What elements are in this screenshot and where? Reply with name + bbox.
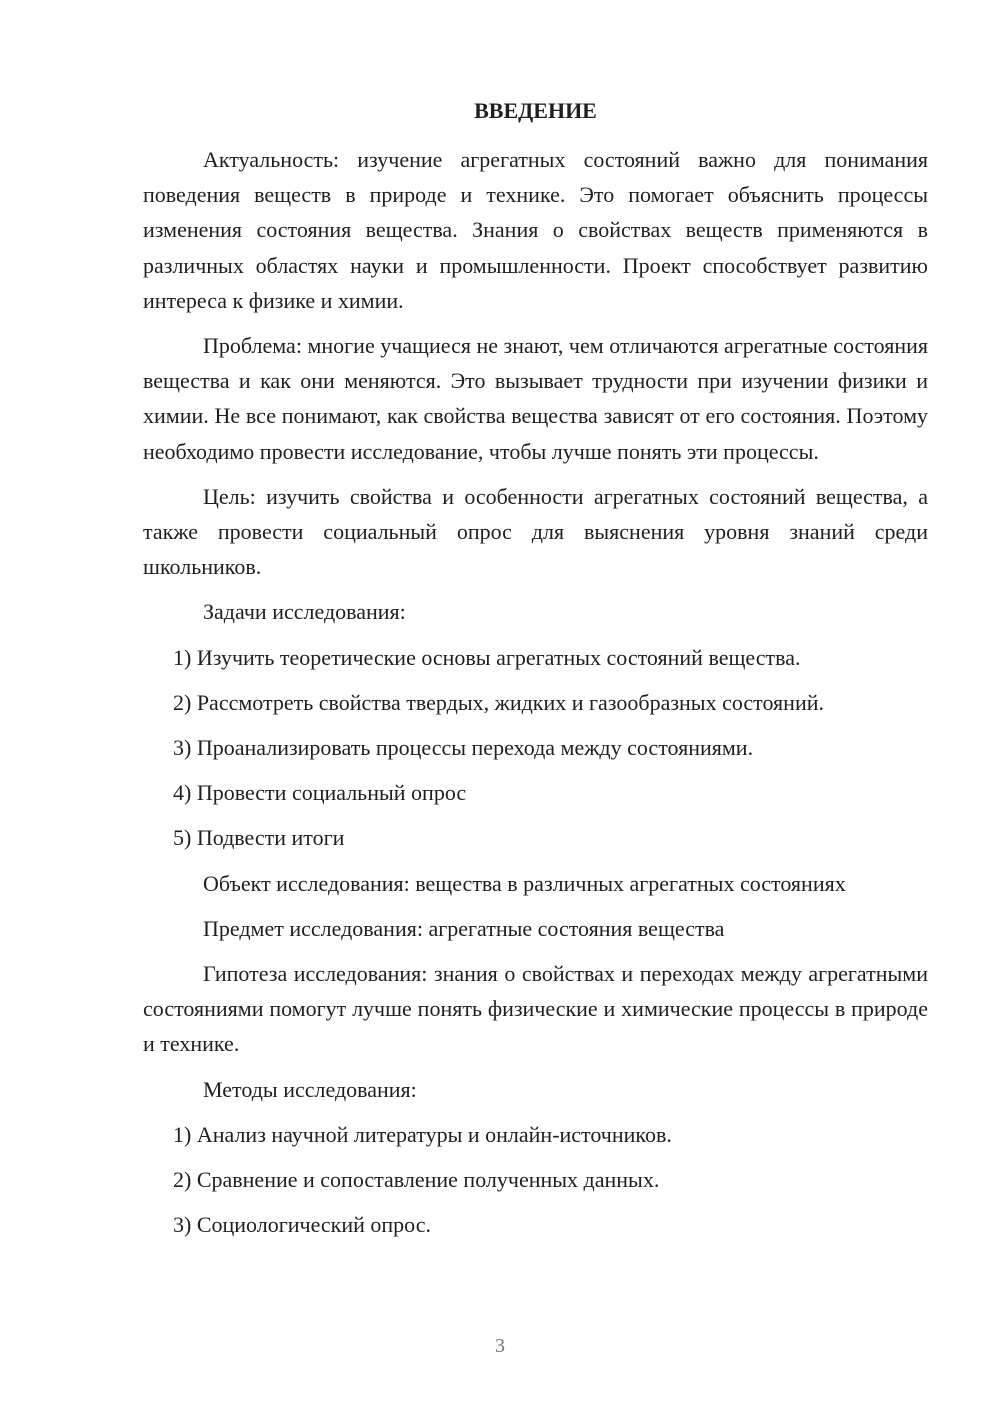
method-item: 1) Анализ научной литературы и онлайн-источников. [173,1121,672,1147]
tasks-heading: Задачи исследования: [203,599,406,625]
task-item: 3) Проанализировать процессы перехода между состояниями. [173,735,754,761]
tasks-list [143,640,928,856]
problem-paragraph: Проблема: многие учащиеся не знают, чем отличаются агрегатные состояния вещества и как они меняются. Это вызывает трудности при изучении физики и химии. Не все понимают, как свойства вещества зависят от его состояния. Поэтому необходимо провести исследование, чтобы лучше понять эти процессы. [143,333,928,464]
task-item: 2) Рассмотреть свойства твердых, жидких и газообразных состояний. [173,689,824,715]
page-number: 3 [495,1335,505,1357]
methods-heading: Методы исследования: [203,1076,417,1102]
object-paragraph: Объект исследования: вещества в различных агрегатных состояниях [203,870,846,896]
task-item: 1) Изучить теоретические основы агрегатных состояний вещества. [173,644,801,670]
method-item: 3) Социологический опрос. [173,1212,431,1238]
document-page [143,96,928,1252]
task-item: 5) Подвести итоги [173,825,345,851]
page-title: ВВЕДЕНИЕ [474,98,597,123]
task-item: 4) Провести социальный опрос [173,780,467,806]
hypothesis-paragraph: Гипотеза исследования: знания о свойствах и переходах между агрегатными состояниями помогут лучше понять физические и химические процессы в природе и технике. [143,961,928,1057]
subject-paragraph: Предмет исследования: агрегатные состояния вещества [203,915,725,941]
relevance-paragraph: Актуальность: изучение агрегатных состояний важно для понимания поведения веществ в природе и технике. Это помогает объяснить процессы изменения состояния вещества. Знания о свойствах веществ применяются в различных областях науки и промышленности. Проект способствует развитию интереса к физике и химии. [143,147,928,313]
method-item: 2) Сравнение и сопоставление полученных данных. [173,1167,660,1193]
methods-list [143,1117,928,1243]
goal-paragraph: Цель: изучить свойства и особенности агрегатных состояний вещества, а также провести социальный опрос для выяснения уровня знаний среди школьников. [143,483,928,580]
